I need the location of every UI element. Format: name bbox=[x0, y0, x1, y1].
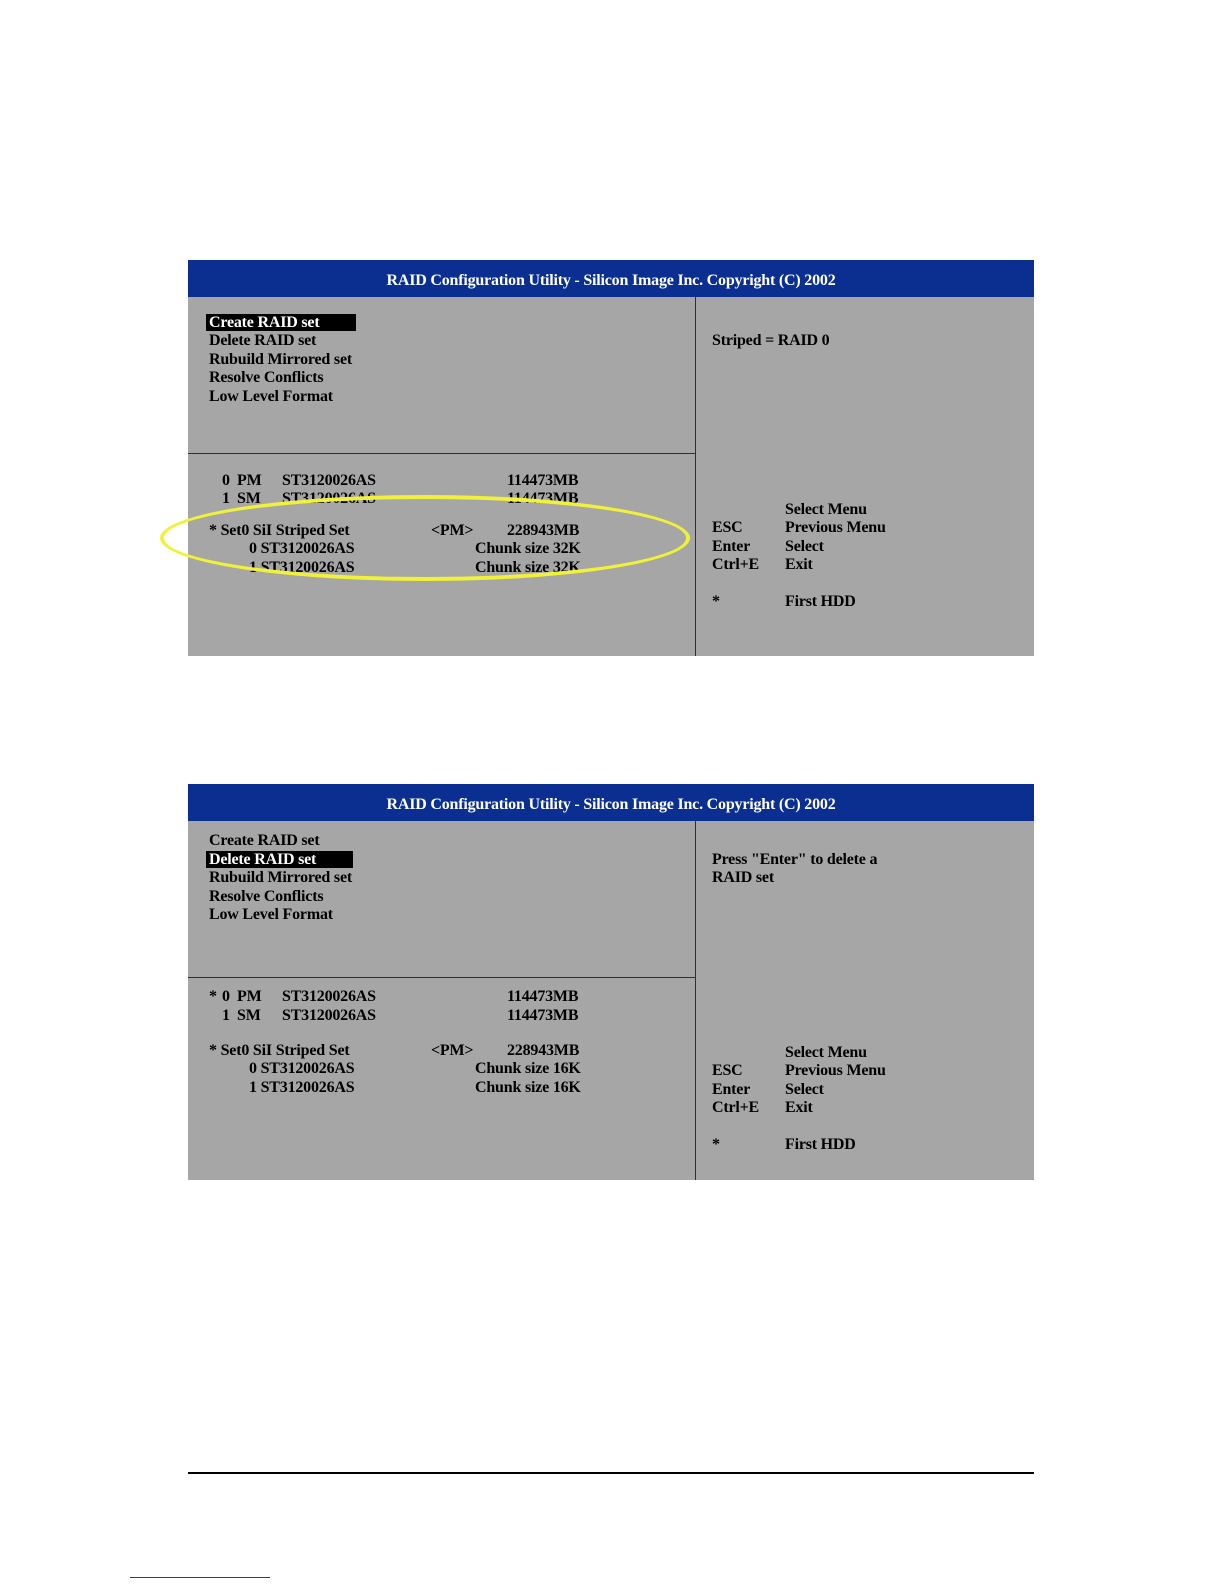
horizontal-divider bbox=[188, 453, 696, 454]
menu-rebuild-mirrored-set[interactable]: Rubuild Mirrored set bbox=[209, 351, 352, 368]
member-name: 0 ST3120026AS bbox=[249, 540, 355, 557]
member-name: 1 ST3120026AS bbox=[249, 1079, 355, 1096]
footer-rule bbox=[188, 1472, 1034, 1474]
raid-set-pm: <PM> bbox=[431, 1042, 474, 1059]
menu-delete-raid-set[interactable]: Delete RAID set bbox=[209, 332, 317, 349]
drive-size: 114473MB bbox=[507, 1007, 579, 1024]
drive-size: 114473MB bbox=[507, 472, 579, 489]
key-action: Select bbox=[785, 1081, 824, 1098]
key-action: Select Menu bbox=[785, 501, 867, 518]
key-label: ESC bbox=[712, 519, 743, 536]
help-text-line-1: Striped = RAID 0 bbox=[712, 332, 830, 349]
drive-size: 114473MB bbox=[507, 490, 579, 507]
key-label: Ctrl+E bbox=[712, 1099, 760, 1116]
menu-create-raid-set[interactable]: Create RAID set bbox=[209, 832, 320, 849]
key-action: Select bbox=[785, 538, 824, 555]
key-action: Select Menu bbox=[785, 1044, 867, 1061]
member-chunk-size: Chunk size 32K bbox=[475, 540, 581, 557]
menu-low-level-format[interactable]: Low Level Format bbox=[209, 388, 333, 405]
key-action: First HDD bbox=[785, 1136, 856, 1153]
vertical-divider bbox=[695, 821, 696, 1180]
drive-size: 114473MB bbox=[507, 988, 579, 1005]
drive-model: ST3120026AS bbox=[282, 1007, 376, 1024]
key-action: Exit bbox=[785, 1099, 813, 1116]
drive-model: ST3120026AS bbox=[282, 988, 376, 1005]
drive-number: 0 bbox=[222, 472, 230, 489]
raid-set-size: 228943MB bbox=[507, 1042, 580, 1059]
drive-model: ST3120026AS bbox=[282, 490, 376, 507]
menu-create-raid-set[interactable]: Create RAID set bbox=[209, 313, 356, 332]
member-chunk-size: Chunk size 32K bbox=[475, 559, 581, 576]
drive-role: PM bbox=[237, 472, 262, 489]
raid-set-pm: <PM> bbox=[431, 522, 474, 539]
key-label: Ctrl+E bbox=[712, 556, 760, 573]
help-text-line-2: RAID set bbox=[712, 869, 774, 886]
member-chunk-size: Chunk size 16K bbox=[475, 1060, 581, 1077]
drive-number: 1 bbox=[222, 1007, 230, 1024]
drive-model: ST3120026AS bbox=[282, 472, 376, 489]
raid-set-size: 228943MB bbox=[507, 522, 580, 539]
menu-rebuild-mirrored-set[interactable]: Rubuild Mirrored set bbox=[209, 869, 352, 886]
drive-role: SM bbox=[237, 490, 261, 507]
member-name: 1 ST3120026AS bbox=[249, 559, 355, 576]
drive-mark: * bbox=[209, 988, 217, 1005]
key-action: Previous Menu bbox=[785, 519, 886, 536]
raid-utility-screen-1 bbox=[188, 260, 1034, 656]
help-text-line-1: Press "Enter" to delete a bbox=[712, 851, 878, 868]
drive-number: 1 bbox=[222, 490, 230, 507]
drive-role: PM bbox=[237, 988, 262, 1005]
title-bar: RAID Configuration Utility - Silicon Image Inc. Copyright (C) 2002 bbox=[188, 260, 1034, 297]
menu-low-level-format[interactable]: Low Level Format bbox=[209, 906, 333, 923]
key-action: Exit bbox=[785, 556, 813, 573]
raid-set-name: * Set0 SiI Striped Set bbox=[209, 522, 350, 539]
drive-number: 0 bbox=[222, 988, 230, 1005]
raid-set-name: * Set0 SiI Striped Set bbox=[209, 1042, 350, 1059]
key-action: First HDD bbox=[785, 593, 856, 610]
menu-resolve-conflicts[interactable]: Resolve Conflicts bbox=[209, 369, 324, 386]
raid-utility-screen-2 bbox=[188, 784, 1034, 1180]
member-name: 0 ST3120026AS bbox=[249, 1060, 355, 1077]
horizontal-divider bbox=[188, 977, 696, 978]
key-label: Enter bbox=[712, 538, 751, 555]
vertical-divider bbox=[695, 297, 696, 656]
menu-resolve-conflicts[interactable]: Resolve Conflicts bbox=[209, 888, 324, 905]
key-label: ESC bbox=[712, 1062, 743, 1079]
key-label: Enter bbox=[712, 1081, 751, 1098]
key-label: * bbox=[712, 1136, 720, 1153]
menu-delete-raid-set[interactable]: Delete RAID set bbox=[209, 850, 353, 869]
member-chunk-size: Chunk size 16K bbox=[475, 1079, 581, 1096]
footer-link-underline bbox=[130, 1577, 270, 1578]
key-label: * bbox=[712, 593, 720, 610]
title-bar: RAID Configuration Utility - Silicon Image Inc. Copyright (C) 2002 bbox=[188, 784, 1034, 821]
drive-role: SM bbox=[237, 1007, 261, 1024]
key-action: Previous Menu bbox=[785, 1062, 886, 1079]
